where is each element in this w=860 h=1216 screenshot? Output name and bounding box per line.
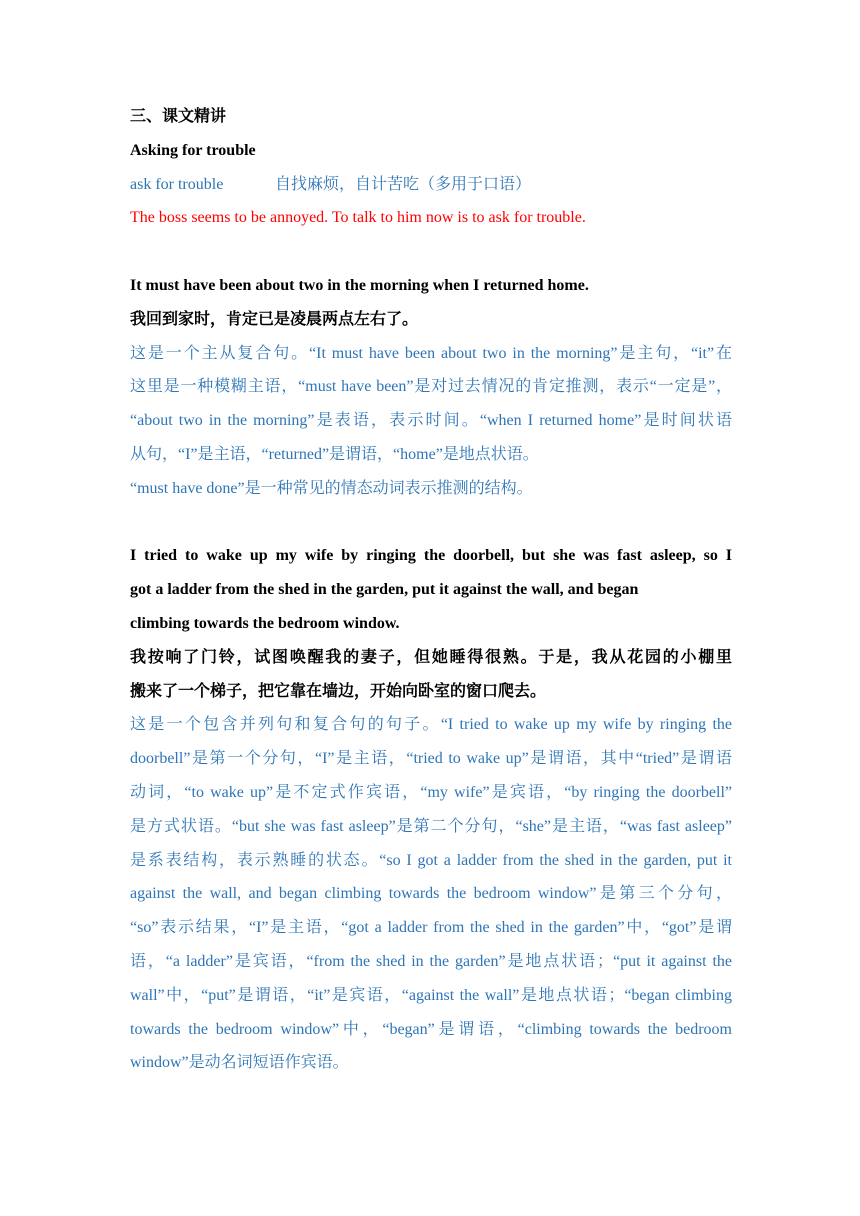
sentence2-analysis-line: 是系表结构，表示熟睡的状态。“so I got a ladder from the shed in the garden, put it: [130, 851, 732, 869]
spacer: [130, 506, 732, 540]
sentence2-analysis-line: wall”中，“put”是谓语，“it”是宾语，“against the wall”是地点状语；“began climbing: [130, 986, 732, 1004]
sentence2-chinese-line: 搬来了一个梯子，把它靠在墙边，开始向卧室的窗口爬去。: [130, 682, 547, 700]
phrase-meaning: 自找麻烦，自计苦吃（多用于口语）: [275, 175, 532, 193]
sentence2-chinese-line: 我按响了门铃，试图唤醒我的妻子，但她睡得很熟。于是，我从花园的小棚里: [130, 648, 732, 666]
sentence2-english-line: I tried to wake up my wife by ringing the doorbell, but she was fast asleep, so I: [130, 547, 732, 565]
sentence2-analysis-line: window”是动名词短语作宾语。: [130, 1054, 349, 1072]
sentence2-analysis-line: against the wall, and began climbing towards the bedroom window”是第三个分句，: [130, 885, 732, 903]
sentence2-analysis-line: 是方式状语。“but she was fast asleep”是第二个分句，“she”是主语，“was fast asleep”: [130, 817, 732, 835]
example-sentence: The boss seems to be annoyed. To talk to him now is to ask for trouble.: [130, 209, 586, 227]
phrase-row: [130, 168, 732, 202]
lesson-title: Asking for trouble: [130, 141, 256, 159]
sentence1-note: “must have done”是一种常见的情态动词表示推测的结构。: [130, 479, 533, 497]
sentence2-english-line: got a ladder from the shed in the garden, put it against the wall, and began: [130, 581, 639, 599]
phrase-term: ask for trouble: [130, 175, 224, 193]
section-heading: 三、课文精讲: [130, 108, 227, 125]
sentence1-analysis-line: 从句，“I”是主语，“returned”是谓语，“home”是地点状语。: [130, 445, 539, 463]
sentence1-english: It must have been about two in the morning when I returned home.: [130, 276, 589, 294]
sentence2-analysis-line: “so”表示结果，“I”是主语，“got a ladder from the shed in the garden”中，“got”是谓: [130, 919, 732, 937]
sentence1-analysis-line: 这是一个主从复合句。“It must have been about two in the morning”是主句，“it”在: [130, 344, 732, 362]
sentence1-chinese: 我回到家时，肯定已是凌晨两点左右了。: [130, 310, 419, 328]
sentence2-analysis-line: doorbell”是第一个分句，“I”是主语，“tried to wake up”是谓语，其中“tried”是谓语: [130, 750, 732, 768]
sentence2-analysis-line: towards the bedroom window”中，“began”是谓语，“climbing towards the bedroom: [130, 1020, 732, 1038]
spacer: [130, 235, 732, 269]
sentence2-analysis-line: 这是一个包含并列句和复合句的句子。“I tried to wake up my wife by ringing the: [130, 716, 732, 734]
sentence2-analysis-line: 动词，“to wake up”是不定式作宾语，“my wife”是宾语，“by ringing the doorbell”: [130, 783, 732, 801]
sentence2-analysis-line: 语，“a ladder”是宾语，“from the shed in the garden”是地点状语；“put it against the: [130, 952, 732, 970]
sentence1-analysis-line: 这里是一种模糊主语，“must have been”是对过去情况的肯定推测，表示“一定是”，: [130, 378, 732, 396]
sentence2-english-line: climbing towards the bedroom window.: [130, 614, 400, 632]
document-page: [130, 100, 732, 1080]
sentence1-analysis-line: “about two in the morning”是表语，表示时间。“when I returned home”是时间状语: [130, 412, 732, 430]
